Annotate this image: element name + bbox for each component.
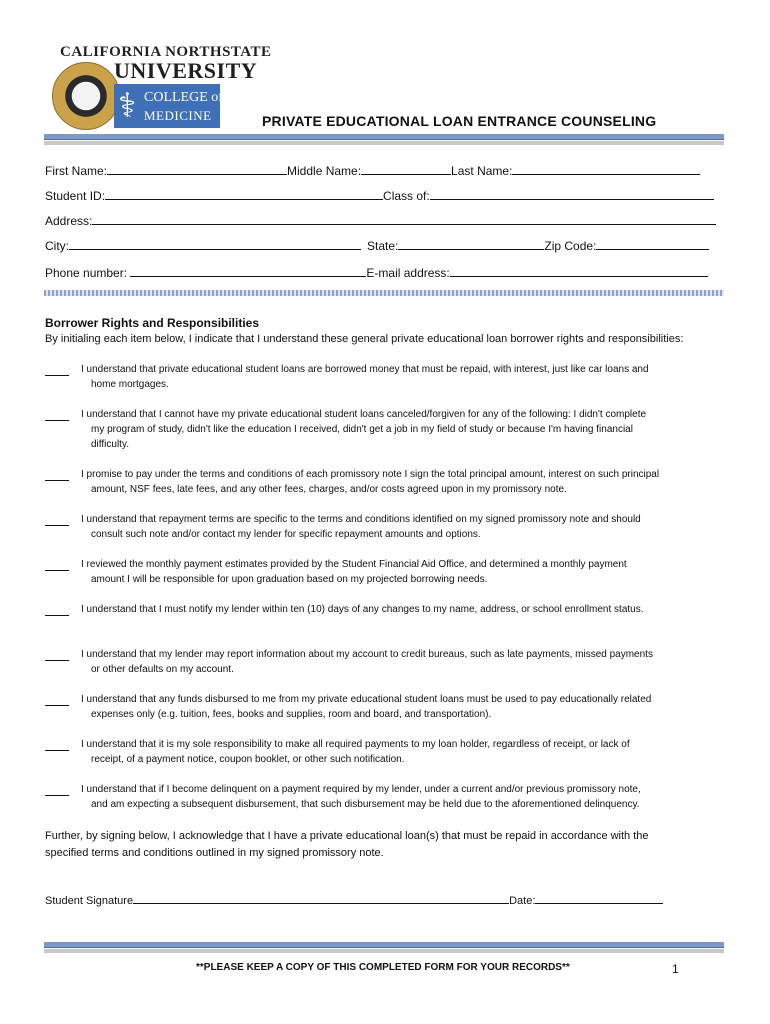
class-of-label: Class of: [383,189,430,203]
footer-note: **PLEASE KEEP A COPY OF THIS COMPLETED FORM FOR YOUR RECORDS** [196,962,570,973]
state-label: State: [367,239,399,253]
item-text: I understand that private educational student loans are borrowed money that must be repaid, with interest, just like car loans and [81,364,649,375]
item-text: difficulty. [91,439,129,450]
city-field[interactable] [69,238,361,250]
item-text: or other defaults on my account. [91,664,234,675]
section-title: Borrower Rights and Responsibilities [45,316,260,330]
first-name-label: First Name: [45,164,108,178]
item-text: expenses only (e.g. tuition, fees, books and supplies, room and board, and transportation). [91,709,492,720]
address-label: Address: [45,214,93,228]
section-divider [44,290,724,296]
middle-name-field[interactable] [361,163,451,175]
city-row [45,238,709,253]
item-text: receipt, of a payment notice, coupon booklet, or other such notification. [91,754,405,765]
item-text: amount, NSF fees, late fees, and any other fees, charges, and/or costs agreed upon in my promissory note. [91,484,567,495]
class-of-field[interactable] [430,188,714,200]
acknowledgement-text [45,828,649,862]
acknowledgement-line: Further, by signing below, I acknowledge that I have a private educational loan(s) that must be repaid in accordance with the [45,830,649,842]
item-text: I reviewed the monthly payment estimates provided by the Student Financial Aid Office, and determined a monthly payment [81,559,627,570]
student-id-row [45,188,714,203]
item-text: consult such note and/or contact my lender for specific repayment amounts and options. [91,529,481,540]
initial-field[interactable] [45,561,69,571]
item-text: I understand that I must notify my lender within ten (10) days of any changes to my name, address, or school enrollment status. [81,604,644,615]
university-logo [48,40,272,135]
student-id-field[interactable] [105,188,383,200]
initial-field[interactable] [45,471,69,481]
item-text: home mortgages. [91,379,169,390]
student-id-label: Student ID: [45,189,106,203]
signature-label: Student Signature [45,895,134,907]
item-text: amount I will be responsible for upon graduation based on my projected borrowing needs. [91,574,488,585]
initial-field[interactable] [45,651,69,661]
address-field[interactable] [92,213,716,225]
logo-text-line1: CALIFORNIA NORTHSTATE [60,44,272,60]
initial-field[interactable] [45,411,69,421]
initial-field[interactable] [45,741,69,751]
middle-name-label: Middle Name: [287,164,362,178]
seal-icon [52,62,120,130]
initial-field[interactable] [45,696,69,706]
item-text: I promise to pay under the terms and conditions of each promissory note I sign the total principal amount, interest on such principal [81,469,660,480]
page-title: PRIVATE EDUCATIONAL LOAN ENTRANCE COUNSELING [262,113,657,129]
email-label: E-mail address: [366,266,450,280]
date-label: Date: [509,895,536,907]
state-field[interactable] [398,238,544,250]
item-text: my program of study, didn't like the education I received, didn't get a job in my field of study or because I'm having financial [91,424,633,435]
item-text: I understand that repayment terms are specific to the terms and conditions identified on my signed promissory note and should [81,514,641,525]
zip-label: Zip Code: [544,239,597,253]
college-badge [114,84,223,128]
initial-field[interactable] [45,606,69,616]
header-divider-shadow [44,141,724,145]
item-text: I understand that any funds disbursed to me from my private educational student loans must be used to pay educationally related [81,694,652,705]
page-number: 1 [672,962,679,976]
footer-divider-shadow [44,949,724,953]
item-text: and am expecting a subsequent disbursement, that such disbursement may be held due to the aforementioned delinquency. [91,799,640,810]
item-text: I understand that I cannot have my private educational student loans canceled/forgiven for any of the following: I didn't complete [81,409,647,420]
intro-text: By initialing each item below, I indicate that I understand these general private educational loan borrower rights and responsibilities: [45,333,684,345]
signature-row [45,892,663,907]
phone-field[interactable] [130,265,366,277]
item-text: I understand that my lender may report information about my account to credit bureaus, such as late payments, missed payments [81,649,653,660]
item-text: I understand that if I become delinquent on a payment required by my lender, under a current and/or previous promissory note, [81,784,641,795]
logo-text-line2: UNIVERSITY [114,58,258,83]
header-divider [44,134,724,140]
badge-text-line2: MEDICINE [144,108,212,123]
first-name-field[interactable] [107,163,287,175]
badge-text-line1: COLLEGE of [144,90,223,105]
initial-field[interactable] [45,786,69,796]
initial-field[interactable] [45,516,69,526]
signature-field[interactable] [133,892,509,904]
city-label: City: [45,239,69,253]
initial-field[interactable] [45,366,69,376]
caduceus-icon: ⚕ [118,86,137,126]
footer-divider [44,942,724,948]
email-field[interactable] [450,265,708,277]
item-text: I understand that it is my sole responsibility to make all required payments to my loan holder, regardless of receipt, or lack of [81,739,630,750]
contact-row [45,265,708,280]
acknowledgement-line: specified terms and conditions outlined in my signed promissory note. [45,847,384,859]
date-field[interactable] [535,892,663,904]
zip-field[interactable] [596,238,709,250]
last-name-label: Last Name: [451,164,513,178]
last-name-field[interactable] [512,163,700,175]
phone-label: Phone number: [45,266,128,280]
name-row [45,163,700,178]
address-row [45,213,716,228]
